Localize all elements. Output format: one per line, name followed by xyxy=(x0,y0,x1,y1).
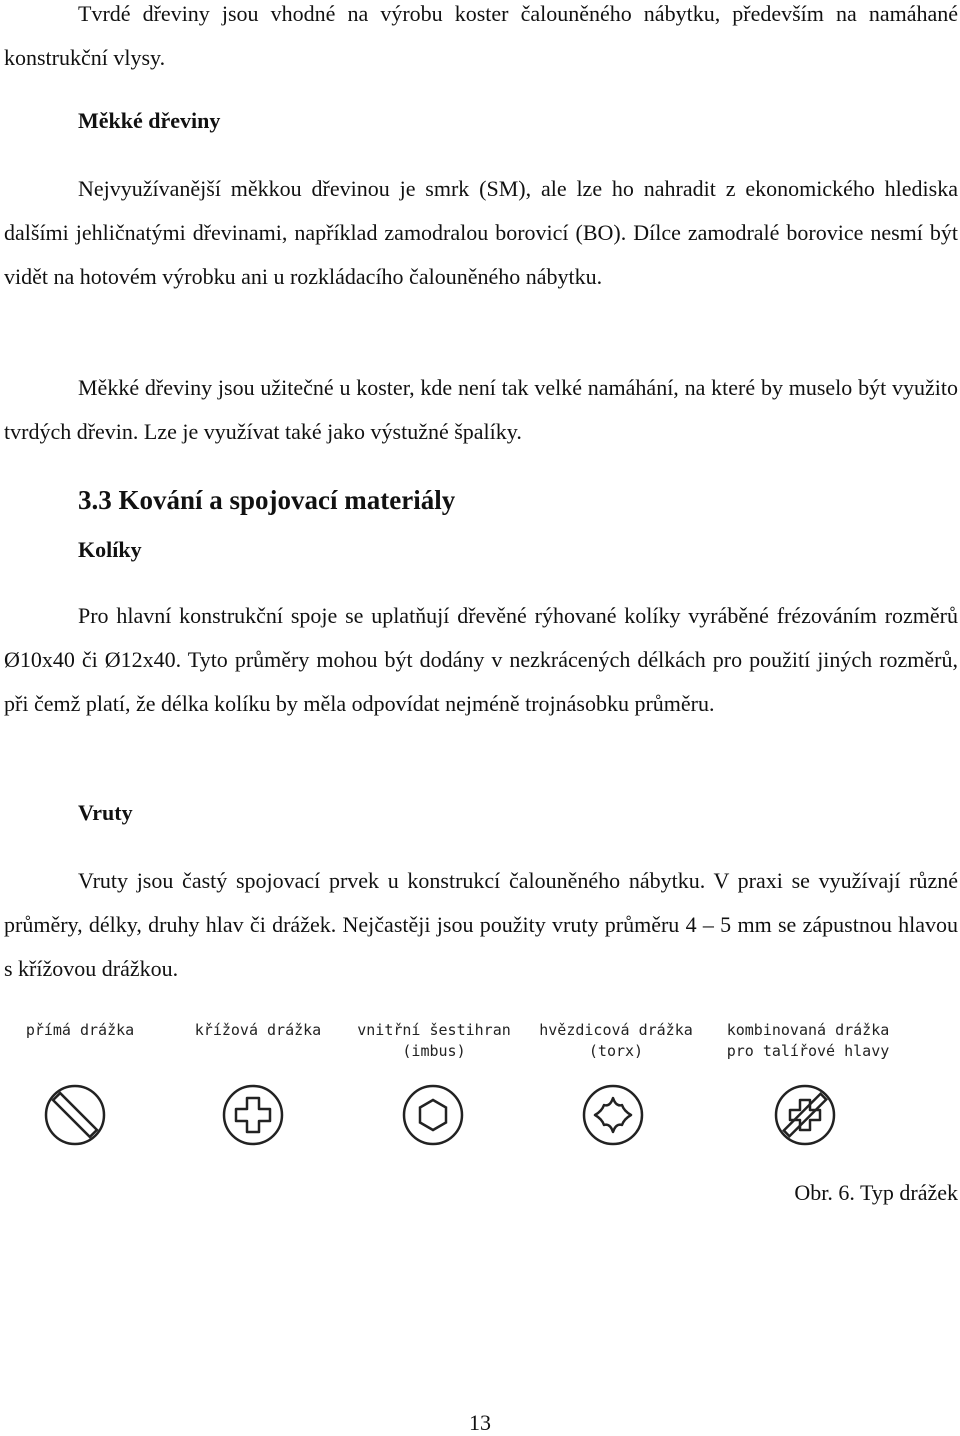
hex-socket-icon xyxy=(398,1080,468,1150)
figure-label: hvězdicová drážka (torx) xyxy=(539,1021,693,1060)
slotted-drive-icon xyxy=(40,1080,110,1150)
paragraph-koliky: Pro hlavní konstrukční spoje se uplatňují dřevěné rýhované kolíky vyráběné frézováním rozměrů Ø10x40 či Ø12x40. Tyto průměry mohou být dodány v nezkrácených délkách pro použití jiných rozměrů, při čemž platí, že délka kolíku by měla odpovídat nejméně trojnásobku průměru. xyxy=(4,603,958,716)
figure-label: přímá drážka xyxy=(25,1021,135,1039)
figure-label: vnitřní šestihran (imbus) xyxy=(357,1021,511,1060)
combined-drive-icon xyxy=(770,1080,840,1150)
heading-koliky: Kolíky xyxy=(78,537,142,562)
paragraph-mekke-uzitecne: Měkké dřeviny jsou užitečné u koster, kde není tak velké namáhání, na které by muselo být využito tvrdých dřevin. Lze je využívat také jako výstužné špalíky. xyxy=(4,375,958,444)
paragraph-smrk: Nejvyužívanější měkkou dřevinou je smrk (SM), ale lze ho nahradit z ekonomického hlediska dalšími jehličnatými dřevinami, například zamodralou borovicí (BO). Dílce zamodralé borovice nesmí být vidět na hotovém výrobku ani u rozkládacího čalouněného nábytku. xyxy=(4,176,958,289)
cross-drive-icon xyxy=(218,1080,288,1150)
figure-label: křížová drážka xyxy=(194,1021,322,1039)
paragraph-tvrde-dreviny: Tvrdé dřeviny jsou vhodné na výrobu koster čalouněného nábytku, především na namáhané konstrukční vlysy. xyxy=(4,1,958,70)
figure-screw-drives xyxy=(0,1020,960,1170)
paragraph-vruty: Vruty jsou častý spojovací prvek u konstrukcí čalouněného nábytku. V praxi se využívají různé průměry, délky, druhy hlav či drážek. Nejčastěji jsou použity vruty průměru 4 – 5 mm se zápustnou hlavou s křížovou drážkou. xyxy=(4,868,958,981)
page-number: 13 xyxy=(469,1410,491,1435)
figure-caption: Obr. 6. Typ drážek xyxy=(794,1180,958,1205)
figure-item-cross xyxy=(168,1020,348,1170)
figure-item-hex xyxy=(344,1020,524,1170)
heading-vruty: Vruty xyxy=(78,800,133,825)
figure-item-combined xyxy=(718,1020,898,1170)
section-title-kovani: 3.3 Kování a spojovací materiály xyxy=(78,485,456,515)
figure-item-slotted xyxy=(0,1020,170,1170)
heading-mekke-dreviny: Měkké dřeviny xyxy=(78,108,221,133)
figure-label: kombinovaná drážka pro talířové hlavy xyxy=(726,1021,890,1060)
figure-item-torx xyxy=(526,1020,706,1170)
torx-drive-icon xyxy=(578,1080,648,1150)
